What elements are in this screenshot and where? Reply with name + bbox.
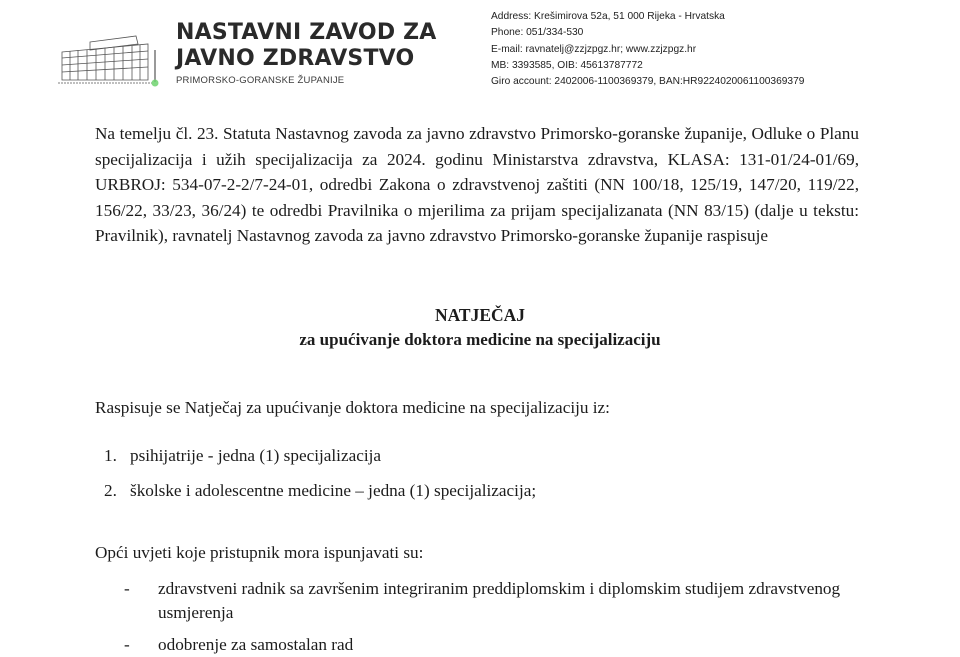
list-item-text: školske i adolescentne medicine – jedna (1) specijalizacija; (130, 481, 537, 500)
org-name-line2: JAVNO ZDRAVSTVO (176, 46, 415, 71)
org-subtitle: PRIMORSKO-GORANSKE ŽUPANIJE (176, 75, 345, 86)
list-item (104, 446, 381, 466)
conditions-lead: Opći uvjeti koje pristupnik mora ispunjavati su: (95, 543, 424, 562)
building-logo-icon (56, 22, 161, 88)
document-title: NATJEČAJ (434, 305, 526, 325)
list-item-text: psihijatrije - jedna (1) specijalizacija (130, 446, 382, 465)
bullet-dash: - (124, 579, 130, 598)
list-item (104, 481, 536, 501)
org-name-line1: NASTAVNI ZAVOD ZA (176, 20, 437, 45)
bullet-dash: - (124, 635, 130, 654)
green-dot-icon (152, 80, 159, 87)
list-item-number: 1. (104, 446, 117, 465)
list-item-number: 2. (104, 481, 117, 500)
contact-email[interactable]: E-mail: ravnatelj@zzjzpgz.hr; www.zzjzpgz.hr (491, 43, 697, 55)
contact-phone: Phone: 051/334-530 (491, 27, 584, 39)
intro-text: Na temelju čl. 23. Statuta Nastavnog zavoda za javno zdravstvo Primorsko-goranske županije, Odluke o Planu specijalizacija i užih specijalizacija za 2024. godinu Ministarstva zdravstva, KLASA: 131-01/24-01/69, URBROJ: 534-07-2-2/7-24-01, odredbi Zakona o zdravstvenoj zaštiti (NN 100/18, 125/19, 147/20, 119/22, 156/22, 33/23, 36/24) te odredbi Pravilnika o mjerilima za prijam specijalizanata (NN 83/15) (dalje u tekstu: Pravilnik), ravnatelj Nastavnog zavoda za javno zdravstvo Primorsko-goranske županije raspisuje (95, 124, 859, 245)
contact-block (491, 9, 804, 90)
document-subtitle: za upućivanje doktora medicine na specijalizaciju (299, 330, 661, 349)
intro-paragraph (95, 121, 859, 249)
contact-ids: MB: 3393585, OIB: 45613787772 (491, 59, 643, 71)
contact-address: Address: Krešimirova 52a, 51 000 Rijeka - Hrvatska (491, 11, 725, 22)
specializations-lead: Raspisuje se Natječaj za upućivanje doktora medicine na specijalizaciju iz: (95, 398, 610, 417)
condition-text: zdravstveni radnik sa završenim integriranim preddiplomskim i diplomskim studijem zdravstvenog usmjerenja (158, 579, 841, 622)
condition-text: odobrenje za samostalan rad (158, 635, 354, 654)
contact-giro: Giro account: 2402006-1100369379, BAN:HR9224020061100369379 (491, 76, 805, 88)
org-name (176, 20, 437, 72)
